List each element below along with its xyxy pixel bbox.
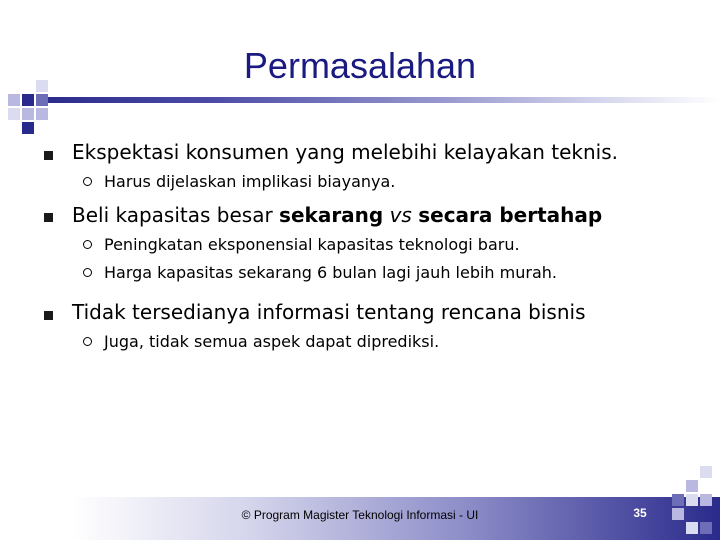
bullet-3-text: Tidak tersedianya informasi tentang rencana bisnis (72, 300, 586, 324)
deco-square (686, 494, 698, 506)
sub-bullet-marker (83, 240, 92, 249)
bullet-2-sub-2: Harga kapasitas sekarang 6 bulan lagi jauh lebih murah. (104, 263, 557, 282)
deco-square (686, 480, 698, 492)
deco-square (22, 122, 34, 134)
deco-square (36, 80, 48, 92)
sub-bullet-marker (83, 268, 92, 277)
deco-square (8, 94, 20, 106)
sub-bullet-marker (83, 177, 92, 186)
deco-square (36, 94, 48, 106)
footer-copyright: © Program Magister Teknologi Informasi - UI (241, 508, 479, 522)
deco-square (672, 494, 684, 506)
bullet-2-sub-1: Peningkatan eksponensial kapasitas teknologi baru. (104, 235, 520, 254)
bullet-2-vs: vs (389, 203, 412, 227)
bullet-2-part-1: Beli kapasitas besar (72, 203, 280, 227)
deco-square (700, 494, 712, 506)
deco-square (36, 108, 48, 120)
deco-square (686, 522, 698, 534)
bullet-2-emphasis-now: sekarang (279, 203, 384, 227)
deco-square (700, 522, 712, 534)
bullet-2-emphasis-gradual: secara bertahap (418, 203, 603, 227)
deco-square (22, 108, 34, 120)
page-number: 35 (633, 506, 647, 520)
deco-square (700, 466, 712, 478)
bullet-2-text (72, 203, 602, 227)
bullet-marker (44, 213, 53, 222)
bullet-marker (44, 311, 53, 320)
deco-square (22, 94, 34, 106)
slide-title: Permasalahan (243, 45, 477, 86)
bullet-1-sub-1: Harus dijelaskan implikasi biayanya. (104, 172, 396, 191)
sub-bullet-marker (83, 337, 92, 346)
title-underline (40, 97, 720, 103)
bullet-marker (44, 151, 53, 160)
bullet-1-text: Ekspektasi konsumen yang melebihi kelayakan teknis. (72, 140, 618, 164)
bullet-3-sub-1: Juga, tidak semua aspek dapat diprediksi. (104, 332, 440, 351)
deco-square (8, 108, 20, 120)
